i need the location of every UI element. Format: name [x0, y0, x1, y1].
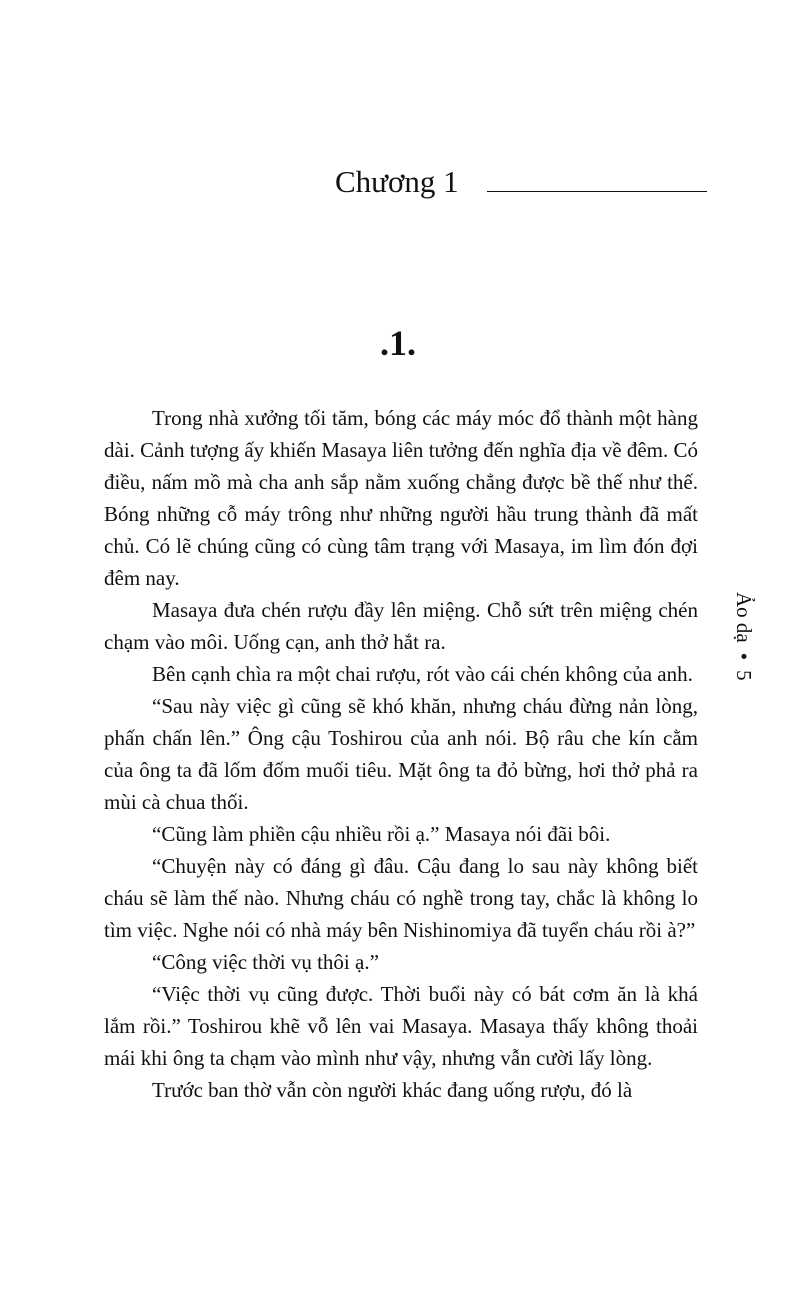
running-head [708, 592, 756, 712]
chapter-rule-divider [487, 191, 707, 192]
paragraph: Trong nhà xưởng tối tăm, bóng các máy móc đổ thành một hàng dài. Cảnh tượng ấy khiến Masaya liên tưởng đến nghĩa địa về đêm. Có điều, nấm mồ mà cha anh sắp nằm xuống chẳng được bề thế như thế. Bóng những cỗ máy trông như những người hầu trung thành đã mất chủ. Có lẽ chúng cũng có cùng tâm trạng với Masaya, im lìm đón đợi đêm nay. [104, 406, 698, 590]
body-text [104, 402, 698, 1106]
paragraph: “Cũng làm phiền cậu nhiều rồi ạ.” Masaya nói đãi bôi. [152, 822, 611, 846]
chapter-title: Chương 1 [335, 164, 459, 199]
paragraph: “Chuyện này có đáng gì đâu. Cậu đang lo sau này không biết cháu sẽ làm thế nào. Nhưng cháu có nghề trong tay, chắc là không lo tìm việc. Nghe nói có nhà máy bên Nishinomiya đã tuyển cháu rồi à?” [104, 854, 698, 942]
paragraph: “Việc thời vụ cũng được. Thời buổi này có bát cơm ăn là khá lắm rồi.” Toshirou khẽ vỗ lên vai Masaya. Masaya thấy không thoải mái khi ông ta chạm vào mình như vậy, nhưng vẫn cười lấy lòng. [104, 982, 698, 1070]
paragraph: “Công việc thời vụ thôi ạ.” [152, 950, 379, 974]
chapter-header [335, 160, 707, 204]
section-heading [0, 320, 800, 366]
paragraph: Bên cạnh chìa ra một chai rượu, rót vào cái chén không của anh. [152, 662, 693, 686]
section-number: .1. [380, 323, 416, 363]
paragraph: Masaya đưa chén rượu đầy lên miệng. Chỗ sứt trên miệng chén chạm vào môi. Uống cạn, anh thở hắt ra. [104, 598, 698, 654]
paragraph: “Sau này việc gì cũng sẽ khó khăn, nhưng cháu đừng nản lòng, phấn chấn lên.” Ông cậu Toshirou của anh nói. Bộ râu che kín cằm của ông ta đã lốm đốm muối tiêu. Mặt ông ta đỏ bừng, hơi thở phả ra mùi cà chua thối. [104, 694, 698, 814]
running-head-separator: • [732, 652, 756, 661]
running-head-book-title: Ảo dạ [732, 592, 756, 643]
paragraph: Trước ban thờ vẫn còn người khác đang uống rượu, đó là [152, 1078, 633, 1102]
page-number: 5 [732, 670, 756, 681]
